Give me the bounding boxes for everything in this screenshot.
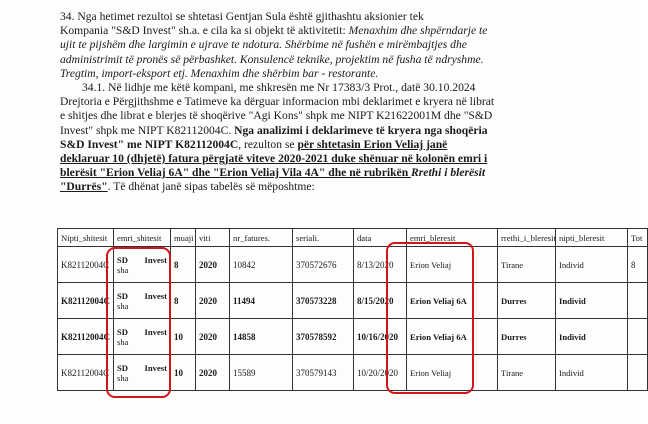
- text-segment: . Të dhënat janë sipas tabelës së mëposhtme:: [107, 180, 315, 194]
- cell-viti: 2020: [196, 283, 230, 319]
- column-header: emri_bleresit: [407, 229, 498, 247]
- text-segment: Nga analizimi i deklarimeve të kryera nga shoqëria: [234, 123, 488, 137]
- column-header: emri_shitesit: [114, 229, 171, 247]
- text-segment: , rezulton se: [238, 137, 298, 151]
- text-segment: e shitjes dhe librat e blerjes të shoqërive "Agi Kons" shpk me NIPT K21622001M dhe "S&D: [60, 109, 493, 123]
- cell-data: 10/20/2020: [354, 355, 407, 391]
- cell-nipti-bl: Individ: [556, 247, 628, 283]
- cell-bleresi: Erion Veliaj 6A: [407, 319, 498, 355]
- cell-muaji: 10: [171, 355, 196, 391]
- text-segment: deklaruar 10 (dhjetë) fatura përgjatë viteve 2020-2021 duke shënuar në kolonën emri i: [60, 152, 488, 166]
- cell-nipti-bl: Individ: [556, 319, 628, 355]
- seller-name-part: sha: [117, 372, 129, 383]
- cell-bleresi: Erion Veliaj: [407, 247, 498, 283]
- cell-nr: 14858: [230, 319, 293, 355]
- cell-rrethi: Durres: [498, 319, 556, 355]
- paragraph-block: [60, 10, 625, 195]
- text-line: [60, 24, 625, 38]
- cell-rrethi: Durres: [498, 283, 556, 319]
- column-header: data: [354, 229, 407, 247]
- cell-bleresi: Erion Veliaj: [407, 355, 498, 391]
- column-header: Tot: [628, 229, 648, 247]
- text-segment: "Durrës": [60, 180, 108, 194]
- cell-nr: 10842: [230, 247, 293, 283]
- column-header: rrethi_i_bleresit: [498, 229, 556, 247]
- seller-nipt-cell: K82112004C: [58, 355, 114, 391]
- cell-seriali: 370572676: [293, 247, 354, 283]
- table-body: [58, 247, 648, 391]
- seller-name-part: SD: [117, 254, 128, 265]
- column-header: nr_fatures.: [230, 229, 293, 247]
- text-segment: për shtetasin Erion Veliaj janë: [297, 137, 448, 151]
- seller-name-part: sha: [117, 336, 129, 347]
- cell-muaji: 10: [171, 319, 196, 355]
- seller-nipt-cell: K82112004C: [58, 247, 114, 283]
- cell-rrethi: Tirane: [498, 355, 556, 391]
- seller-nipt-cell: K82112004C: [58, 283, 114, 319]
- cell-viti: 2020: [196, 319, 230, 355]
- text-line: [60, 95, 625, 109]
- column-header: viti: [196, 229, 230, 247]
- seller-name-part: sha: [117, 300, 129, 311]
- seller-name-cell: [114, 283, 171, 319]
- text-segment: Rrethi i blerësit: [411, 166, 486, 180]
- cell-tot: 8: [628, 247, 648, 283]
- cell-viti: 2020: [196, 247, 230, 283]
- cell-seriali: 370573228: [293, 283, 354, 319]
- seller-name-part: Invest: [144, 254, 167, 265]
- text-segment: blerësit "Erion Veliaj 6A" dhe "Erion Veliaj Vila 4A" dhe në rubrikën: [60, 166, 412, 180]
- cell-rrethi: Tirane: [498, 247, 556, 283]
- seller-name-cell: [114, 247, 171, 283]
- table-row: [58, 355, 648, 391]
- cell-data: 8/13/2020: [354, 247, 407, 283]
- cell-nipti-bl: Individ: [556, 355, 628, 391]
- invoice-table: [57, 228, 648, 391]
- cell-data: 10/16/2020: [354, 319, 407, 355]
- cell-seriali: 370578592: [293, 319, 354, 355]
- text-line: [60, 166, 625, 180]
- text-line: [60, 81, 625, 95]
- cell-nr: 11494: [230, 283, 293, 319]
- seller-name-part: sha: [117, 264, 129, 275]
- seller-name-cell: [114, 355, 171, 391]
- cell-data: 8/15/2020: [354, 283, 407, 319]
- text-segment: 34.1. Në lidhje me këtë kompani, me shkresën me Nr 17383/3 Prot., datë 30.10.2024: [82, 81, 476, 95]
- seller-name-part: Invest: [144, 326, 167, 337]
- cell-nr: 15589: [230, 355, 293, 391]
- text-segment: Invest" shpk me NIPT K82112004C.: [60, 123, 235, 137]
- text-line: [60, 10, 625, 24]
- text-line: [60, 109, 625, 123]
- text-line: [60, 53, 625, 67]
- column-header: seriali.: [293, 229, 354, 247]
- seller-nipt-cell: K82112004C: [58, 319, 114, 355]
- text-segment: Menaxhim dhe shpërndarje te: [348, 24, 488, 38]
- column-header: muaji: [171, 229, 196, 247]
- cell-tot: [628, 355, 648, 391]
- text-segment: Kompania "S&D Invest" sh.a. e cila ka si objekt të aktivitetit:: [60, 24, 349, 38]
- cell-muaji: 8: [171, 283, 196, 319]
- cell-viti: 2020: [196, 355, 230, 391]
- seller-name-cell: [114, 319, 171, 355]
- column-header: nipti_bleresit: [556, 229, 628, 247]
- text-line: [60, 124, 625, 138]
- table-row: [58, 283, 648, 319]
- text-segment: S&D Invest" me NIPT K82112004C: [60, 137, 239, 151]
- text-segment: 34. Nga hetimet rezultoi se shtetasi Gentjan Sula është gjithashtu aksionier tek: [60, 10, 424, 23]
- seller-name-part: Invest: [144, 362, 167, 373]
- text-line: [60, 152, 625, 166]
- table-row: [58, 319, 648, 355]
- text-line: [60, 180, 625, 194]
- text-line: [60, 138, 625, 152]
- text-segment: ujit te pijshëm dhe largimin e ujrave te ndotura. Shërbime në fushën e mirëmbajtjes dhe: [60, 38, 467, 52]
- text-segment: Tregtim, import-eksport etj. Menaxhim dhe shërbim bar - restorante.: [60, 66, 379, 80]
- table-header-row: [58, 229, 648, 247]
- seller-name-part: Invest: [144, 290, 167, 301]
- text-segment: administrimit të pronës së përbashket. Konsulencë teknike, projektim në fusha të ndryshme.: [60, 52, 484, 66]
- text-line: [60, 38, 625, 52]
- seller-name-part: SD: [117, 326, 128, 337]
- cell-muaji: 8: [171, 247, 196, 283]
- cell-tot: [628, 283, 648, 319]
- text-line: [60, 67, 625, 81]
- cell-tot: [628, 319, 648, 355]
- seller-name-part: SD: [117, 290, 128, 301]
- cell-bleresi: Erion Veliaj 6A: [407, 283, 498, 319]
- seller-name-part: SD: [117, 362, 128, 373]
- cell-seriali: 370579143: [293, 355, 354, 391]
- column-header: Nipti_shitesit: [58, 229, 114, 247]
- text-segment: Drejtoria e Përgjithshme e Tatimeve ka dërguar informacion mbi deklarimet e kryera në librat: [60, 95, 495, 109]
- cell-nipti-bl: Individ: [556, 283, 628, 319]
- table-row: [58, 247, 648, 283]
